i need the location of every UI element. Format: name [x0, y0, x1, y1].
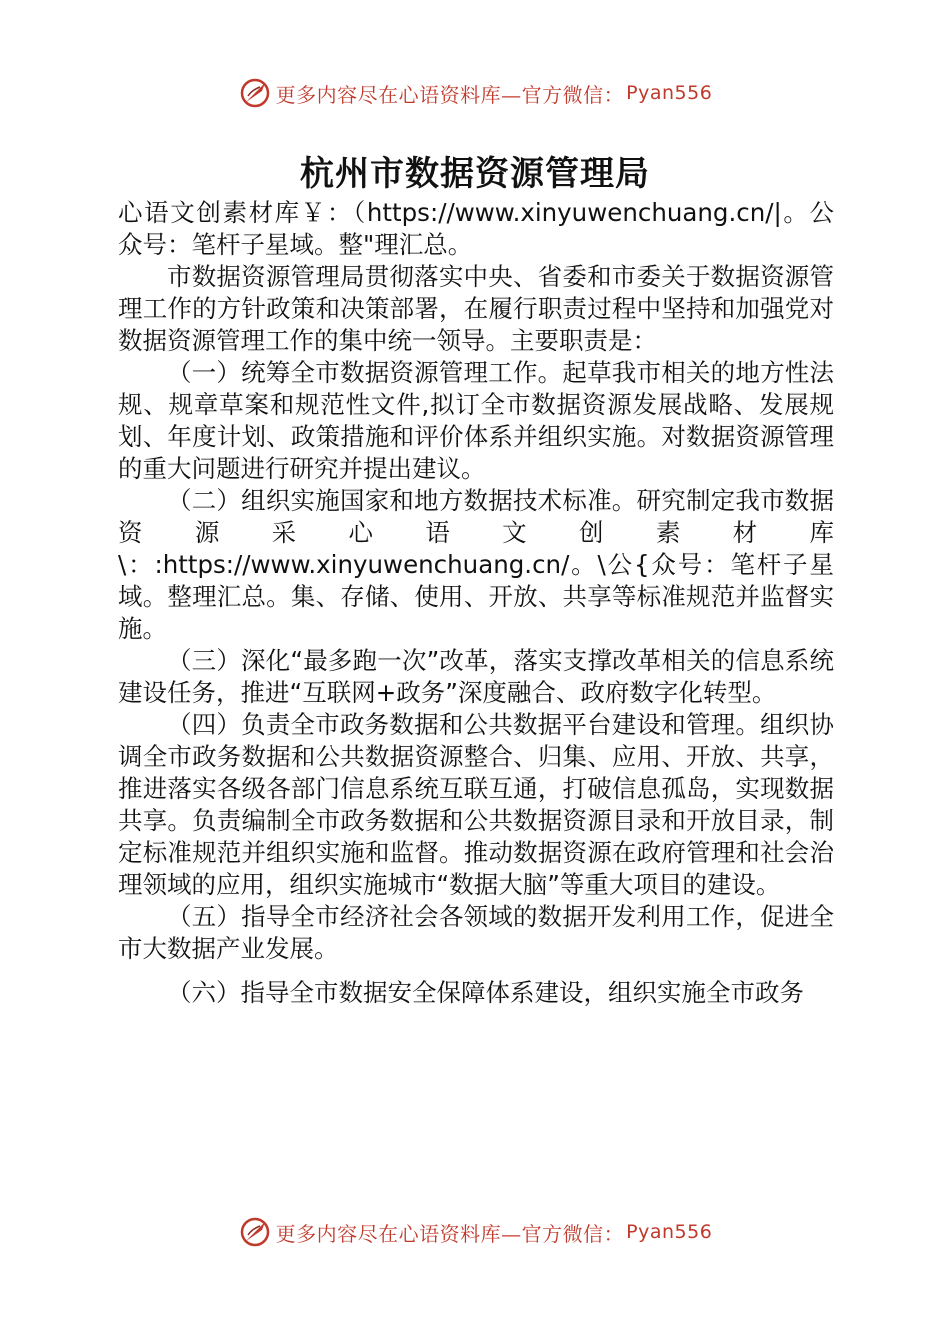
header-banner-text: 更多内容尽在心语资料库—官方微信： — [275, 82, 625, 107]
paragraph-duty-5: （五）指导全市经济社会各领域的数据开发利用工作，促进全市大数据产业发展。 — [118, 902, 834, 963]
quill-logo-icon — [238, 76, 272, 110]
header-wechat-id: Pyan556 — [626, 82, 713, 104]
document-title: 杭州市数据资源管理局 — [300, 154, 650, 194]
paragraph-duty-6: （六）指导全市数据安全保障体系建设，组织实施全市政务 — [167, 978, 804, 1007]
paragraph-duty-4: （四）负责全市政务数据和公共数据平台建设和管理。组织协调全市政务数据和公共数据资源整合、归集、应用、开放、共享，推进落实各级各部门信息系统互联互通，打破信息孤岛，实现数据共享。负责编制全市政务数据和公共数据资源目录和开放目录，制定标准规范并组织实施和监督。推动数据资源在政府管理和社会治理领域的应用，组织实施城市“数据大脑”等重大项目的建设。 — [118, 710, 834, 899]
document-body — [118, 197, 834, 1009]
footer-banner-text: 更多内容尽在心语资料库—官方微信： — [275, 1221, 625, 1246]
quill-logo-icon — [238, 1215, 272, 1249]
paragraph-duty-1: （一）统筹全市数据资源管理工作。起草我市相关的地方性法规、规章草案和规范性文件,拟订全市数据资源发展战略、发展规划、年度计划、政策措施和评价体系并组织实施。对数据资源管理的重大问题进行研究并提出建议。 — [118, 358, 834, 483]
footer-banner — [0, 1212, 950, 1252]
paragraph-duty-2: （二）组织实施国家和地方数据技术标准。研究制定我市数据资源采心语文创素材库\：:https://www.xinyuwenchuang.cn/。\公{众号：笔杆子星域。整理汇总。集、存储、使用、开放、共享等标准规范并监督实施。 — [118, 486, 834, 643]
paragraph-source-note: 心语文创素材库￥：（https://www.xinyuwenchuang.cn/|。公众号：笔杆子星域。整"理汇总。 — [118, 198, 834, 259]
footer-wechat-id: Pyan556 — [626, 1221, 713, 1243]
paragraph-duty-3: （三）深化“最多跑一次”改革，落实支撑改革相关的信息系统建设任务，推进“互联网+政务”深度融合、政府数字化转型。 — [118, 646, 834, 707]
paragraph-intro: 市数据资源管理局贯彻落实中央、省委和市委关于数据资源管理工作的方针政策和决策部署，在履行职责过程中坚持和加强党对数据资源管理工作的集中统一领导。主要职责是： — [118, 262, 834, 355]
header-banner — [0, 73, 950, 113]
